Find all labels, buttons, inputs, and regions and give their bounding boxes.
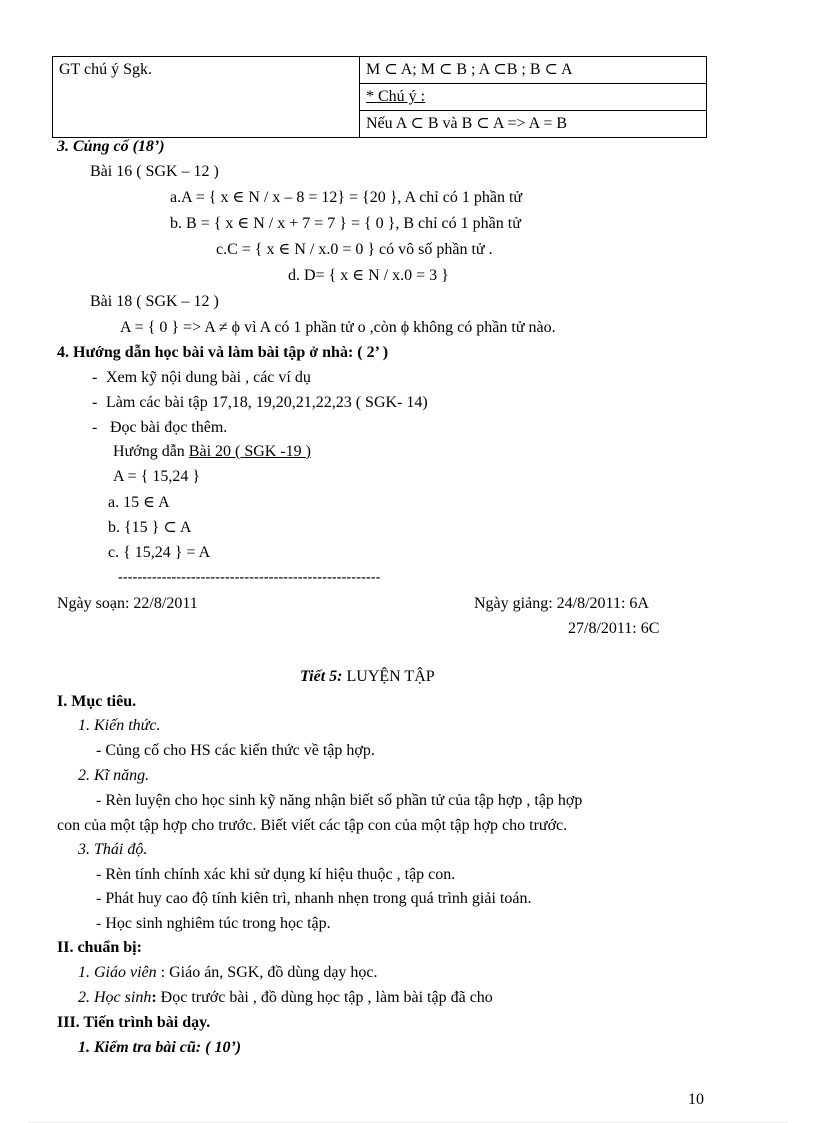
ngay-giang-2: 27/8/2011: 6C [568,620,660,637]
muctieu-kienthuc: 1. Kiến thức. [78,717,161,734]
huongdan-item-2: Làm các bài tập 17,18, 19,20,21,22,23 ( SGK- 14) [106,394,428,411]
table-subset-line: M ⊂ A; M ⊂ B ; A ⊂B ; B ⊂ A [366,61,573,78]
bai16-d: d. D= { x ∈ N / x.0 = 3 } [288,267,449,284]
giaovien-label: 1. Giáo viên [78,964,157,981]
kinang-line-1: - Rèn luyện cho học sinh kỹ năng nhận biết số phần tử của tập hợp , tập hợp [96,792,583,809]
bai16-b: b. B = { x ∈ N / x + 7 = 7 } = { 0 }, B chỉ có 1 phần tử [170,215,521,232]
bai16-c: c.C = { x ∈ N / x.0 = 0 } có vô số phần tử . [216,241,493,258]
bai20-reference: Bài 20 ( SGK -19 ) [188,443,312,460]
bai18-title: Bài 18 ( SGK – 12 ) [90,293,219,310]
table-note-heading: * Chú ý : [366,88,426,105]
thaido-line-3: - Học sinh nghiêm túc trong học tập. [96,915,331,932]
kiemtra-baicu: 1. Kiểm tra bài cũ: ( 10’) [78,1039,242,1056]
lesson-number: Tiết 5: [300,668,343,685]
set-a: A = { 15,24 } [113,468,201,485]
table-rule-cell [360,111,707,138]
table-right-cell [360,57,707,84]
bai18-answer: A = { 0 } => A ≠ ϕ vì A có 1 phần tử o ,còn ϕ không có phần tử nào. [120,319,556,336]
lesson-title [300,667,435,687]
huongdan-item-1: Xem kỹ nội dung bài , các ví dụ [106,369,311,386]
bai16-a: a.A = { x ∈ N / x – 8 = 12} = {20 }, A chỉ có 1 phần tử [170,189,523,206]
giaovien-text: : Giáo án, SGK, đồ dùng dạy học. [156,964,378,981]
huongdan-prefix: Hướng dẫn [113,443,185,460]
hocsinh-label: 2. Học sinh [78,989,152,1006]
thaido-line-2: - Phát huy cao độ tính kiên trì, nhanh nhẹn trong quá trình giải toán. [96,890,532,907]
muctieu-kinang: 2. Kĩ năng. [78,767,150,784]
huongdan-bai20 [113,442,311,462]
bullet-dash: - [92,394,98,411]
chuanbi-hocsinh [78,988,493,1008]
table-left-cell: GT chú ý Sgk. [53,57,360,138]
bai16-title: Bài 16 ( SGK – 12 ) [90,163,219,180]
muctieu-thaido: 3. Thái độ. [78,841,148,858]
thaido-line-1: - Rèn tính chính xác khi sử dụng kí hiệu thuộc , tập con. [96,866,456,883]
ngay-giang-1: Ngày giảng: 24/8/2011: 6A [474,595,649,612]
huongdan-heading: 4. Hướng dẫn học bài và làm bài tập ở nhà: ( 2’ ) [57,344,389,361]
tientrinh-heading: III. Tiến trình bài dạy. [57,1014,211,1031]
lesson-name: LUYỆN TẬP [346,668,435,685]
bai20-c: c. { 15,24 } = A [108,544,211,561]
kinang-line-2: con của một tập hợp cho trước. Biết viết các tập con của một tập hợp cho trước. [57,817,568,834]
table-rule-line: Nếu A ⊂ B và B ⊂ A => A = B [366,115,568,132]
continued-table [52,56,707,138]
chuanbi-heading: II. chuẩn bị: [57,939,142,956]
section-divider: ------------------------------------------------------ [118,570,381,585]
hocsinh-text: Đọc trước bài , đồ dùng học tập , làm bài tập đã cho [156,989,493,1006]
ngay-soan: Ngày soạn: 22/8/2011 [57,595,198,612]
bullet-dash: - [92,369,98,386]
kienthuc-line-1: - Củng cố cho HS các kiến thức về tập hợp. [96,742,375,759]
table-note-cell [360,84,707,111]
cungco-heading: 3. Củng cố (18’) [57,138,165,155]
bullet-dash: - [92,419,98,436]
page-number: 10 [688,1091,704,1108]
muctieu-heading: I. Mục tiêu. [57,693,137,710]
bai20-b: b. {15 } ⊂ A [108,519,192,536]
hocsinh-colon: : [151,989,157,1006]
chuanbi-giaovien [78,963,378,983]
bai20-a: a. 15 ∈ A [108,494,170,511]
huongdan-item-3: Đọc bài đọc thêm. [110,419,228,436]
